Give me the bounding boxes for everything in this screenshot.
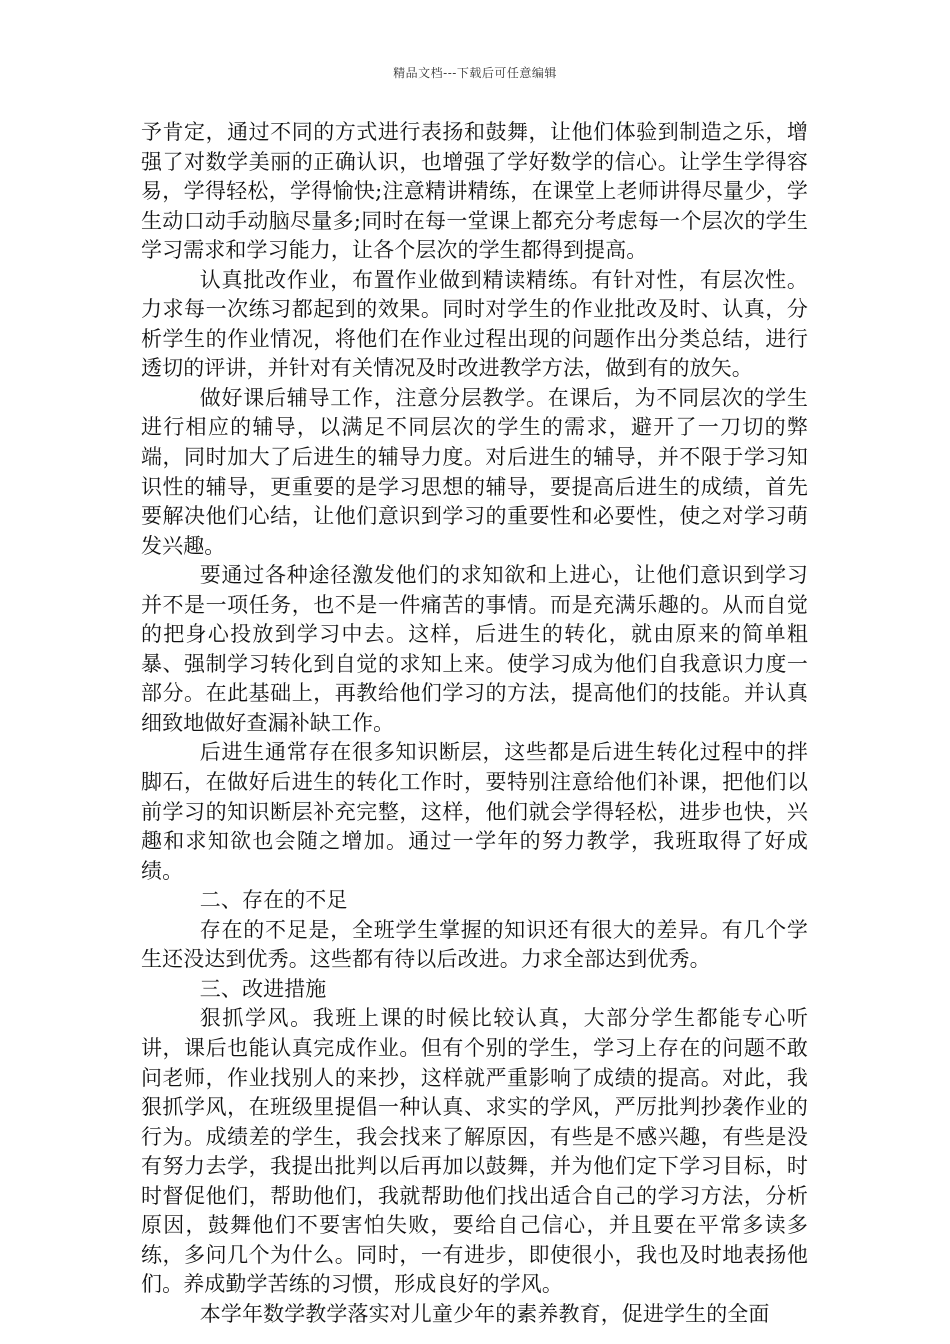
paragraph-6: 存在的不足是，全班学生掌握的知识还有很大的差异。有几个学生还没达到优秀。这些都有待以后改进。力求全部达到优秀。: [141, 917, 808, 972]
page-header: 精品文档---下载后可任意编辑: [393, 66, 557, 80]
paragraph-2: 认真批改作业，布置作业做到精读精练。有针对性，有层次性。力求每一次练习都起到的效果。同时对学生的作业批改及时、认真，分析学生的作业情况，将他们在作业过程出现的问题作出分类总结，进行透切的评讲，并针对有关情况及时改进教学方法，做到有的放矢。: [141, 267, 808, 381]
paragraph-8: 本学年数学教学落实对儿童少年的素养教育，促进学生的全面: [199, 1301, 770, 1326]
paragraph-3: 做好课后辅导工作，注意分层教学。在课后，为不同层次的学生进行相应的辅导，以满足不同层次的学生的需求，避开了一刀切的弊端，同时加大了后进生的辅导力度。对后进生的辅导，并不限于学习知识性的辅导，更重要的是学习思想的辅导，要提高后进生的成绩，首先要解决他们心结，让他们意识到学习的重要性和必要性，使之对学习萌发兴趣。: [141, 385, 808, 558]
document-body: [141, 118, 808, 1329]
section-heading-improvements: 三、改进措施: [199, 976, 327, 1001]
paragraph-4: 要通过各种途径激发他们的求知欲和上进心，让他们意识到学习并不是一项任务，也不是一件痛苦的事情。而是充满乐趣的。从而自觉的把身心投放到学习中去。这样，后进生的转化，就由原来的简单粗暴、强制学习转化到自觉的求知上来。使学习成为他们自我意识力度一部分。在此基础上，再教给他们学习的方法，提高他们的技能。并认真细致地做好查漏补缺工作。: [141, 563, 808, 735]
paragraph-5: 后进生通常存在很多知识断层，这些都是后进生转化过程中的拌脚石，在做好后进生的转化工作时，要特别注意给他们补课，把他们以前学习的知识断层补充完整，这样，他们就会学得轻松，进步也快，兴趣和求知欲也会随之增加。通过一学年的努力教学，我班取得了好成绩。: [141, 740, 808, 883]
section-heading-shortcomings: 二、存在的不足: [199, 888, 348, 913]
paragraph-1: 予肯定，通过不同的方式进行表扬和鼓舞，让他们体验到制造之乐，增强了对数学美丽的正确认识，也增强了学好数学的信心。让学生学得容易，学得轻松，学得愉快;注意精讲精练，在课堂上老师讲得尽量少，学生动口动手动脑尽量多;同时在每一堂课上都充分考虑每一个层次的学生学习需求和学习能力，让各个层次的学生都得到提高。: [141, 120, 808, 263]
paragraph-7: 狠抓学风。我班上课的时候比较认真，大部分学生都能专心听讲，课后也能认真完成作业。但有个别的学生，学习上存在的问题不敢问老师，作业找别人的来抄，这样就严重影响了成绩的提高。对此，我狠抓学风，在班级里提倡一种认真、求实的学风，严厉批判抄袭作业的行为。成绩差的学生，我会找来了解原因，有些是不感兴趣，有些是没有努力去学，我提出批判以后再加以鼓舞，并为他们定下学习目标，时时督促他们，帮助他们，我就帮助他们找出适合自己的学习方法，分析原因，鼓舞他们不要害怕失败，要给自己信心，并且要在平常多读多练，多问几个为什么。同时，一有进步，即使很小，我也及时地表扬他们。养成勤学苦练的习惯，形成良好的学风。: [141, 1006, 808, 1297]
